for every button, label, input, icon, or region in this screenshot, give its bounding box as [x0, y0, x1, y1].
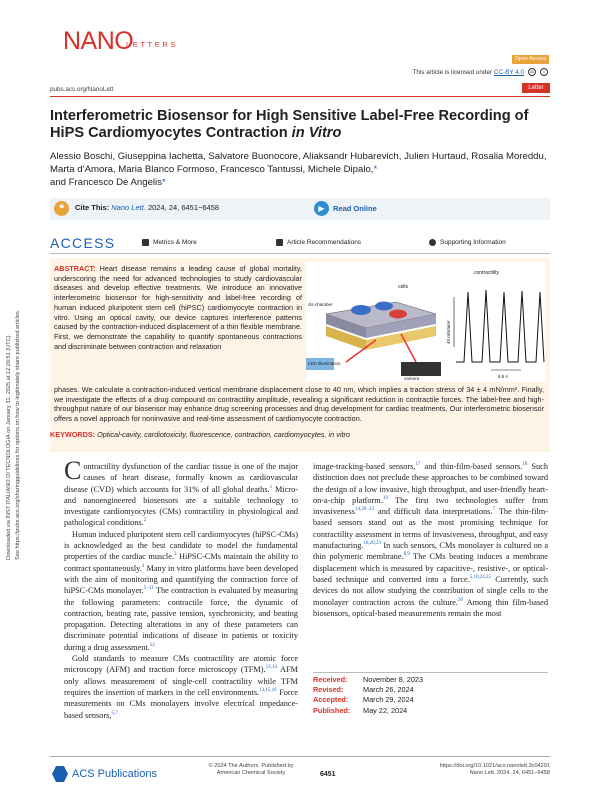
document-icon	[276, 239, 283, 246]
published-value: May 22, 2024	[363, 705, 408, 715]
publisher-name: ACS Publications	[72, 768, 157, 780]
abstract-body-1: Heart disease remains a leading cause of global mortality, underscoring the need for advanced technologies to study cardiovascular diseases and develop effective treatments. We introduce an innovative interferometric biosensor for high-sensitivity and label-free recording of human induced pluripotent stem cell (hiPSC) cardiomyocyte contraction in vitro. Using an optical cavity, our device captures interference patterns caused by the contraction-induced displacement of a thin flexible membrane. First, we demonstrate the capability to quantify spontaneous contractions and discriminate between contraction and relaxation	[54, 264, 302, 351]
cite-icon[interactable]: ❝	[54, 201, 69, 216]
toc-graphic	[306, 262, 546, 382]
watermark-line-1: Downloaded via INST ITALIANO DI TECNOLOGIA on January 31, 2025 at 12:20:51 (UTC).	[6, 333, 12, 560]
title-text: Interferometric Biosensor for High Sensitive Label-Free Recording of HiPS Cardiomyocytes Contraction	[50, 108, 529, 141]
ref-17[interactable]: 5,10,24,25	[469, 575, 492, 581]
title-italic: in Vitro	[291, 125, 342, 141]
acs-publications-logo[interactable]	[52, 766, 157, 782]
article-title	[50, 108, 550, 142]
scale-x-label: 6.5 s	[498, 374, 508, 379]
p4-text-h: The CMs beating induces a membrane displacement which is measured by capacitive-, resistive-, or optical-based technique and converted into a force.	[313, 552, 548, 584]
p4-text-c: Such distinction does not preclude these approaches to be combined toward the design of a low invasive, high throughput, and user-friendly heart-on-a-chip platform.	[313, 462, 548, 505]
cite-journal: Nano Lett.	[111, 203, 146, 212]
contractility-label: contractility	[474, 270, 500, 276]
p1-text: ontractility dysfunction of the cardiac tissue is one of the major causes of heart disease, formally known as cardiovascular disease (CVD) which accounts for 31% of all global deaths.	[64, 462, 298, 494]
read-online-icon[interactable]: ▶	[314, 201, 329, 216]
cc-icon: cc	[529, 69, 535, 74]
ref-12[interactable]: 19	[382, 496, 388, 502]
p4-text-b: and thin-film-based sensors.	[420, 462, 523, 471]
ref-6[interactable]: 12	[149, 642, 155, 648]
authors-main: Alessio Boschi, Giuseppina Iachetta, Salvatore Buonocore, Aliaksandr Hubarevich, Julien Hurtaud, Rosalia Moreddu, Marta d’Amora, Maria Blanco Formoso, Francesco Tantussi, Michele Dipalo,	[50, 151, 547, 175]
doi-link[interactable]: https://doi.org/10.1021/acs.nanolett.3c04291	[439, 763, 550, 769]
ref-2[interactable]: 2	[143, 518, 147, 524]
journal-logo-sub: LETTERS	[126, 40, 178, 49]
received-key: Received:	[313, 675, 348, 684]
supporting-info-icon	[429, 239, 436, 246]
corresponding-author-icon[interactable]: *	[373, 164, 378, 175]
copyright-line-1: © 2024 The Authors. Published by	[208, 763, 294, 769]
abstract-label: ABSTRACT:	[54, 264, 96, 273]
p2-text: Human induced pluripotent stem cell cardiomyocytes (hiPSC-CMs) is acknowledged as the best candidate to model the fundamental properties of the cardiac muscle.	[64, 529, 298, 562]
revised-value: March 26, 2024	[363, 685, 414, 695]
date-accepted	[313, 695, 548, 705]
p2-text-b: HiPSC-CMs maintain the ability to contract spontaneously.	[64, 552, 298, 573]
p4-text-g: In such sensors, CMs monolayer is cultured on a thin polymeric membrane.	[313, 541, 548, 562]
received-value: November 8, 2023	[363, 675, 424, 684]
ref-14[interactable]: 7	[492, 507, 495, 513]
license-text: This article is licensed under	[412, 68, 493, 76]
accepted-key: Accepted:	[313, 695, 349, 705]
ref-5[interactable]: 5−11	[143, 586, 154, 592]
ref-7[interactable]: 13,14	[265, 665, 277, 671]
keywords-list: Optical-cavity, cardiotoxicity, fluorescence, contraction, cardiomyocytes, in vitro	[97, 430, 350, 439]
license-link[interactable]: CC-BY 4.0	[494, 68, 524, 76]
metrics-link[interactable]	[142, 239, 197, 246]
p4-text-j: Among thin film-based biosensors, optical-based measurements remain the most	[313, 597, 549, 618]
journal-citation: Nano Lett. 2024, 24, 6451−6458	[469, 770, 550, 776]
cite-this[interactable]	[75, 203, 219, 212]
download-watermark	[6, 240, 21, 560]
cell-2	[375, 302, 393, 311]
p4-text-f: The thin-film-based sensors stand out as the most promising technique for contractility assessment in terms of invasiveness, throughput, and easy manufacturing.	[313, 507, 548, 551]
date-revised	[313, 685, 548, 695]
journal-url[interactable]: pubs.acs.org/NanoLett	[50, 86, 114, 93]
footer-divider	[50, 756, 550, 757]
body-column-1	[64, 456, 298, 721]
ref-9[interactable]: 5,7	[111, 710, 118, 716]
accepted-value: March 29, 2024	[363, 695, 414, 705]
keywords-line	[50, 430, 550, 439]
date-published	[313, 706, 548, 716]
doi-block	[440, 763, 550, 777]
drop-cap: C	[64, 456, 82, 485]
p3-text-c: Force measurements on CMs monolayers involve electrical impedance-based sensors,	[64, 687, 298, 720]
date-received	[313, 675, 548, 685]
corresponding-author-icon[interactable]: *	[162, 177, 166, 188]
p2-text-c: Many in vitro platforms have been developed with the aim of monitoring and quantifying the contraction force of hiPSC-CMs monolayer.	[64, 563, 298, 596]
author-list	[50, 150, 550, 189]
supporting-info-label: Supporting Information	[440, 239, 506, 246]
cells-label: cells	[398, 284, 409, 290]
p3-text: Gold standards to measure CMs contractility are atomic force microscopy (AFM) and traction force microscopy (TFM).	[64, 654, 298, 675]
header-divider	[50, 96, 550, 97]
acs-hex-icon	[52, 766, 68, 782]
publication-dates	[313, 672, 548, 716]
revised-key: Revised:	[313, 685, 344, 695]
scale-y-label: 40 mN/mm²	[446, 320, 451, 344]
cell-3	[389, 310, 407, 319]
authors-tail: and Francesco De Angelis	[50, 177, 162, 188]
bar-chart-icon	[142, 239, 149, 246]
journal-logo[interactable]: NANO	[63, 27, 134, 55]
metrics-label: Metrics & More	[153, 239, 197, 246]
cc-by-icon: i	[540, 68, 548, 76]
license-line	[413, 68, 548, 76]
paragraph-4	[313, 461, 548, 619]
ref-10[interactable]: 17	[415, 462, 421, 468]
open-access-badge: Open Access	[512, 55, 549, 64]
camera-box	[401, 362, 441, 376]
published-key: Published:	[313, 705, 351, 715]
access-divider	[50, 253, 550, 254]
p4-text-i: Currently, such devices do not allow studying the contribution of single cells to the monolayer contraction across the culture.	[313, 574, 548, 607]
ref-18[interactable]: 20	[458, 597, 464, 603]
article-type-tag: Letter	[522, 83, 550, 93]
ref-16[interactable]: 8,9	[403, 552, 410, 558]
cite-label: Cite This:	[75, 203, 110, 212]
p4-text-e: and difficult data interpretations.	[374, 507, 493, 517]
supporting-info-link[interactable]	[429, 239, 506, 246]
recommendations-label: Article Recommendations	[287, 239, 362, 246]
ref-11[interactable]: 18	[522, 462, 528, 468]
watermark-line-2: See https://pubs.acs.org/sharingguidelines for options on how to legitimately share published articles.	[15, 309, 21, 560]
p1-text-b: Micro- and nanoengineered biosensors are a suitable technology to investigate cardiomyocytes (CMs) contractility in physiological and pathological conditions.	[64, 484, 298, 528]
ref-4[interactable]: 4	[141, 563, 145, 569]
access-heading: ACCESS	[50, 235, 116, 251]
camera-label: camera	[404, 376, 420, 381]
paragraph-2	[64, 529, 298, 653]
ref-15[interactable]: 18,20,23	[363, 541, 381, 547]
cell-1	[351, 305, 371, 315]
body-column-2	[313, 461, 548, 619]
chamber-label: cls-chamber	[308, 302, 333, 307]
p2-text-d: The contraction is evaluated by measuring the following parameters: contractile force, the dynamic of contraction, beating rate, passive tension, synchronicity, and beating propagation. Detecting alterations in any of these parameters can discriminate potential indications of disease in patients or toxicity during a drug assessment.	[64, 586, 298, 652]
recommendations-link[interactable]	[276, 239, 361, 246]
page-number: 6451	[320, 771, 336, 778]
cite-details: 2024, 24, 6451−6458	[147, 203, 220, 212]
abstract-text-narrow	[54, 264, 302, 351]
keywords-label: KEYWORDS:	[50, 430, 96, 439]
paragraph-1	[64, 456, 298, 529]
copyright-line-2: American Chemical Society	[216, 770, 286, 776]
p4-text: image-tracking-based sensors,	[313, 462, 416, 471]
abstract-text-wide: phases. We calculate a contraction-induced vertical membrane displacement close to 40 nm, which implies a traction stress of 34 ± 4 mN/mm². Finally, we investigate the effects of a drug compound on contractility amplitude, revealing a significant reduction in contractile forces. The label-free and high-throughput nature of our biosensor may enhance drug screening processes and drug development for cardiac treatments. Our interferometric biosensor offers a novel approach for noninvasive and real-time assessment of cardiomyocyte contraction.	[54, 385, 544, 424]
ref-3[interactable]: 3	[173, 552, 177, 558]
ref-1[interactable]: 1	[269, 484, 273, 490]
paragraph-3	[64, 653, 298, 721]
p4-text-d: The first two technologies suffer from invasiveness	[313, 495, 548, 517]
ref-13[interactable]: 14,20−22	[354, 507, 375, 513]
read-online-link[interactable]: Read Online	[333, 204, 377, 213]
led-label: LED illumination	[308, 361, 341, 366]
ref-8[interactable]: 13,15,16	[259, 688, 277, 694]
copyright	[196, 763, 306, 777]
p3-text-b: AFM only allows measurement of single-cell contractility while TFM requires the insertion of markers in the cell environments.	[64, 665, 298, 697]
